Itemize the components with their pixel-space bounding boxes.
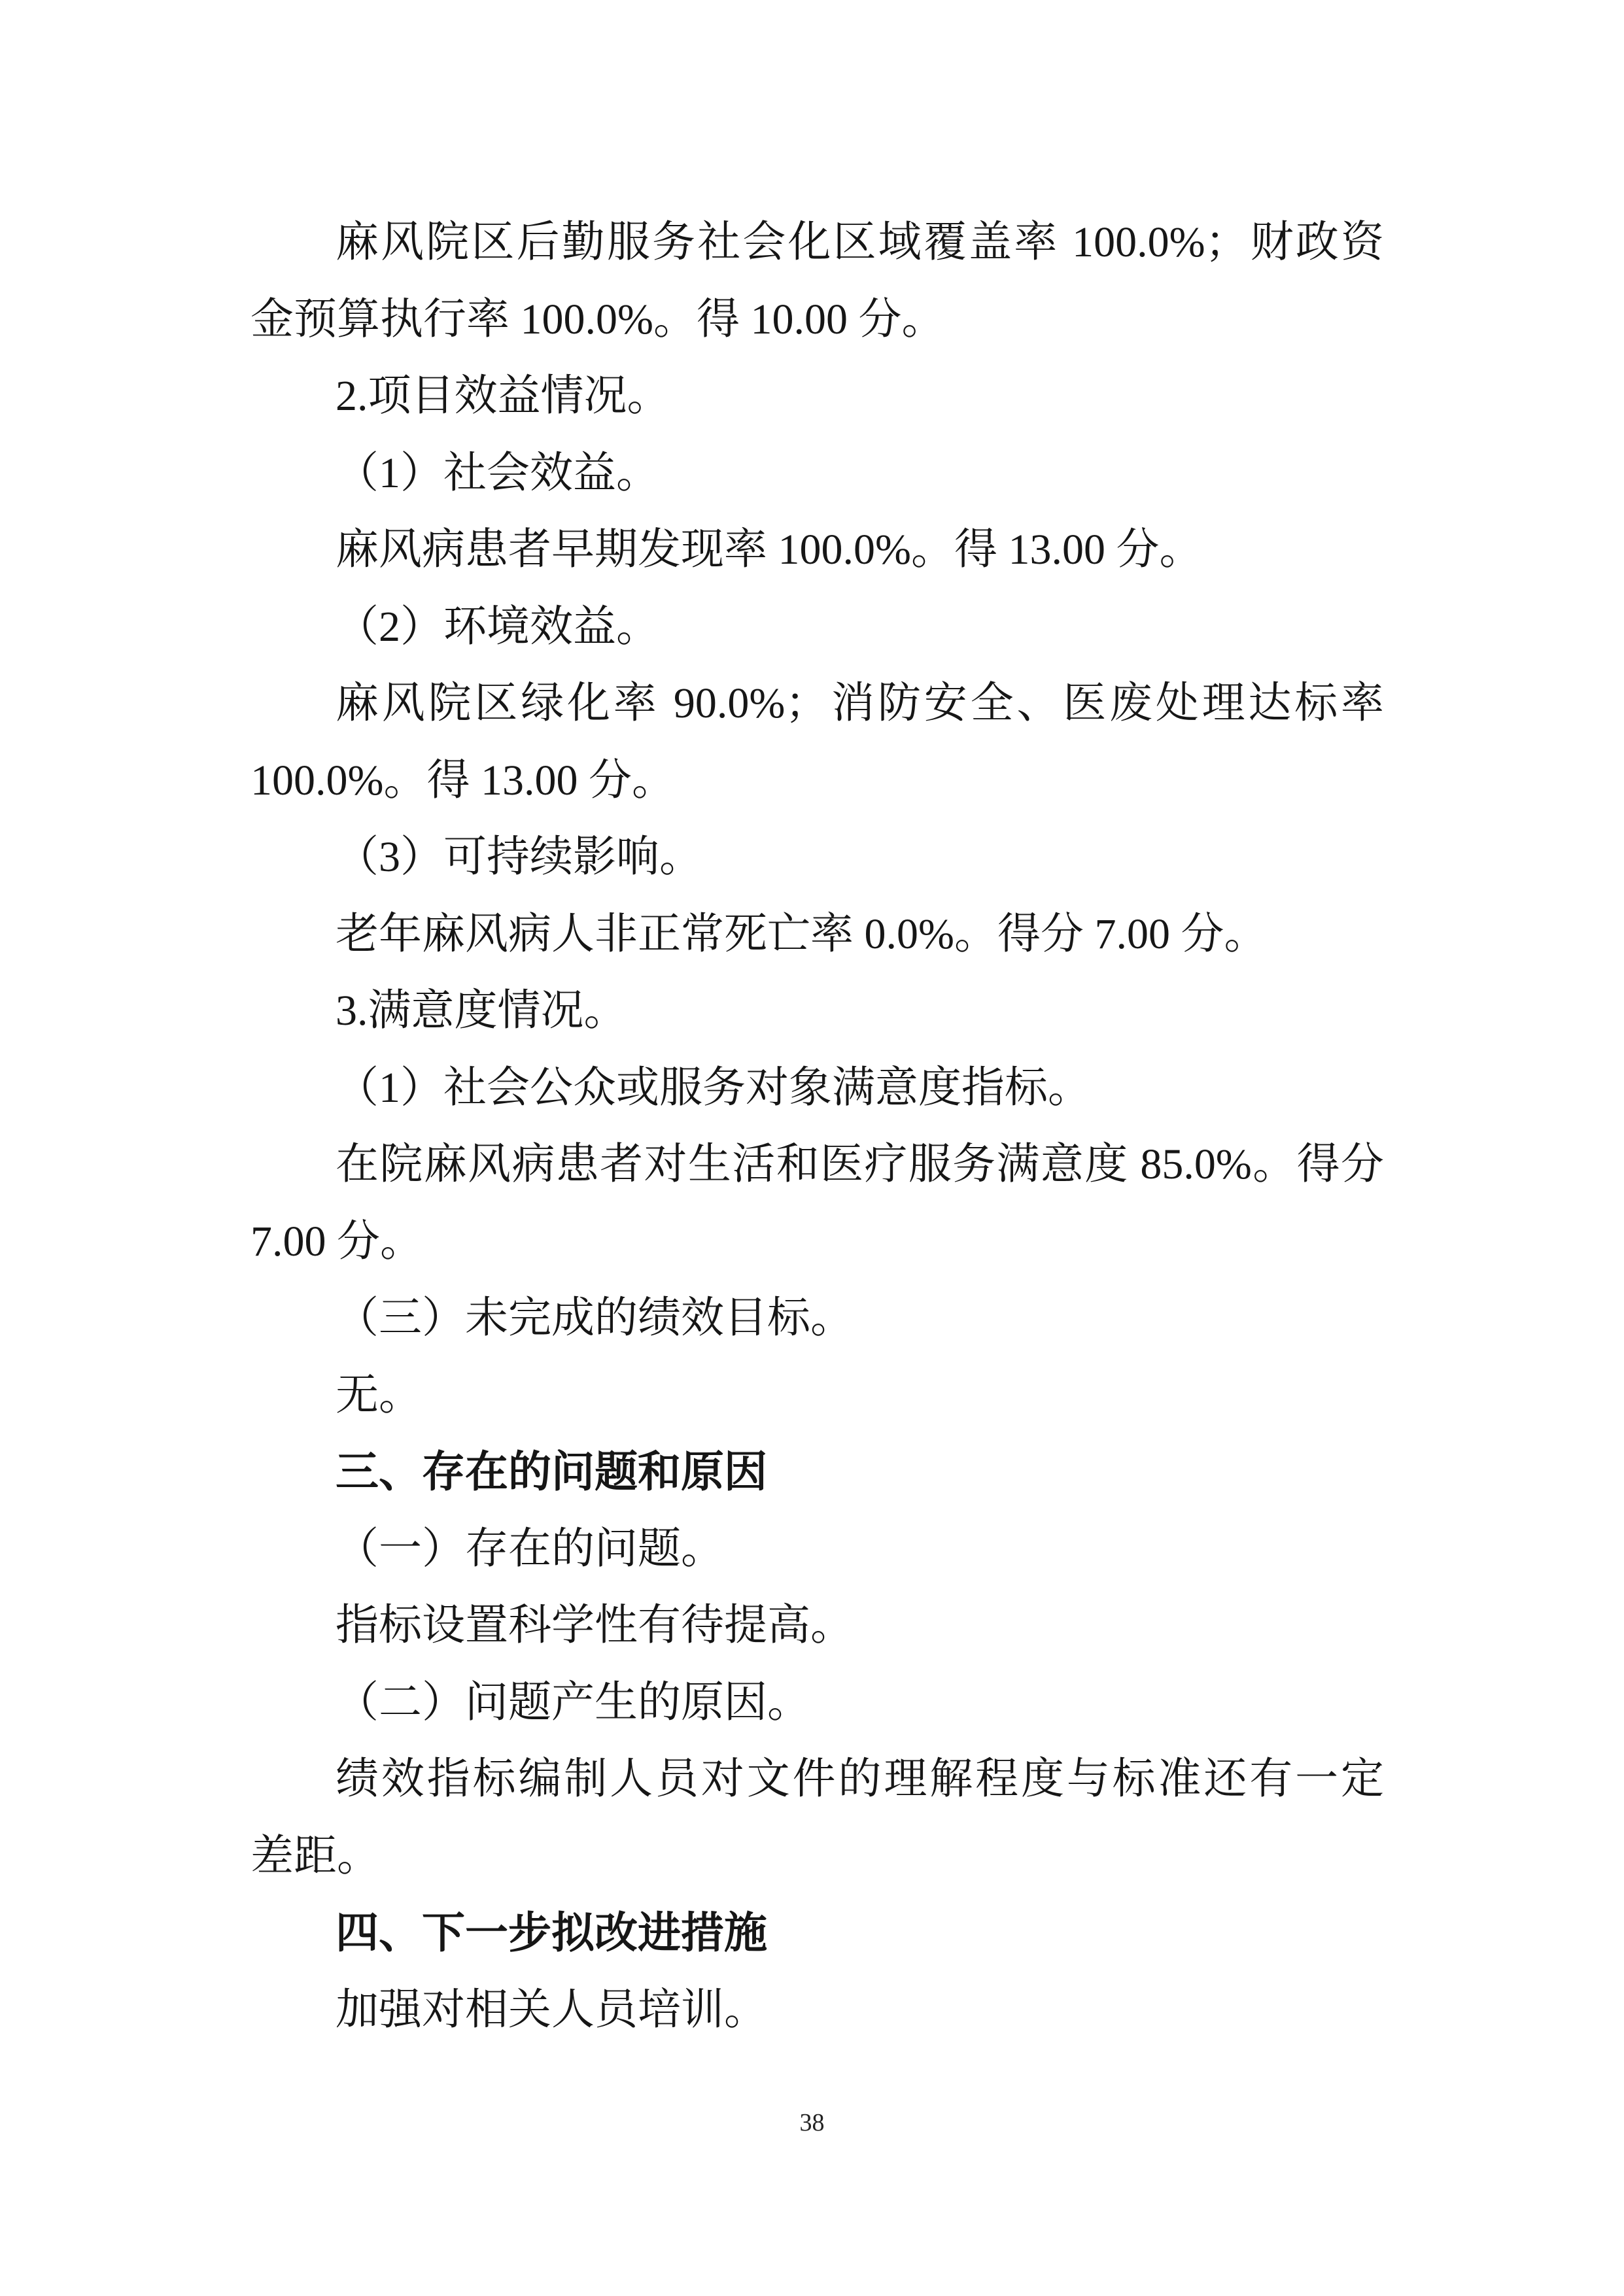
paragraph-line: （1）社会效益。 xyxy=(336,449,659,497)
item-heading xyxy=(251,819,1384,896)
paragraph-line: 指标设置科学性有待提高。 xyxy=(336,1602,854,1649)
paragraph-line: 差距。 xyxy=(251,1832,380,1880)
subsection-heading xyxy=(251,1280,1384,1357)
paragraph xyxy=(251,511,1384,589)
paragraph-line: 麻风院区绿化率 90.0%；消防安全、医废处理达标率 xyxy=(336,679,1384,727)
paragraph xyxy=(251,1587,1384,1664)
paragraph-line: 3.满意度情况。 xyxy=(336,987,627,1035)
section-heading xyxy=(251,1433,1384,1511)
paragraph-line: 7.00 分。 xyxy=(251,1217,423,1265)
page-number: 38 xyxy=(799,2109,825,2136)
paragraph xyxy=(251,1357,1384,1434)
paragraph xyxy=(251,1972,1384,2049)
section-heading-text: 四、下一步拟改进措施 xyxy=(336,1908,767,1958)
paragraph-line: （三）未完成的绩效目标。 xyxy=(336,1294,854,1342)
paragraph-line: （一）存在的问题。 xyxy=(336,1524,724,1573)
paragraph-line: 绩效指标编制人员对文件的理解程度与标准还有一定 xyxy=(336,1755,1384,1803)
paragraph-line: 老年麻风病人非正常死亡率 0.0%。得分 7.00 分。 xyxy=(336,910,1268,958)
subsection-heading xyxy=(251,1511,1384,1588)
paragraph-line: 100.0%。得 13.00 分。 xyxy=(251,756,675,804)
item-heading xyxy=(251,435,1384,512)
paragraph-line: （3）可持续影响。 xyxy=(336,833,702,881)
paragraph-line: 麻风病患者早期发现率 100.0%。得 13.00 分。 xyxy=(336,526,1203,574)
subsection-heading xyxy=(251,1664,1384,1741)
paragraph-line: 无。 xyxy=(336,1371,422,1419)
paragraph-line: （1）社会公众或服务对象满意度指标。 xyxy=(336,1063,1091,1112)
section-heading-text: 三、存在的问题和原因 xyxy=(336,1447,767,1497)
subsection-heading xyxy=(251,358,1384,435)
paragraph xyxy=(251,1126,1384,1280)
paragraph-line: 在院麻风病患者对生活和医疗服务满意度 85.0%。得分 xyxy=(336,1140,1384,1188)
paragraph xyxy=(251,665,1384,819)
paragraph xyxy=(251,896,1384,973)
paragraph-line: 2.项目效益情况。 xyxy=(336,372,670,420)
paragraph xyxy=(251,1741,1384,1894)
section-heading xyxy=(251,1894,1384,1972)
paragraph xyxy=(251,204,1384,358)
item-heading xyxy=(251,589,1384,666)
paragraph-line: （2）环境效益。 xyxy=(336,602,659,651)
paragraph-line: （二）问题产生的原因。 xyxy=(336,1678,810,1726)
paragraph-line: 加强对相关人员培训。 xyxy=(336,1985,767,2034)
item-heading xyxy=(251,1050,1384,1127)
document-body xyxy=(251,204,1384,2048)
paragraph-line: 金预算执行率 100.0%。得 10.00 分。 xyxy=(251,295,945,343)
paragraph-line: 麻风院区后勤服务社会化区域覆盖率 100.0%；财政资 xyxy=(336,218,1384,266)
subsection-heading xyxy=(251,972,1384,1050)
